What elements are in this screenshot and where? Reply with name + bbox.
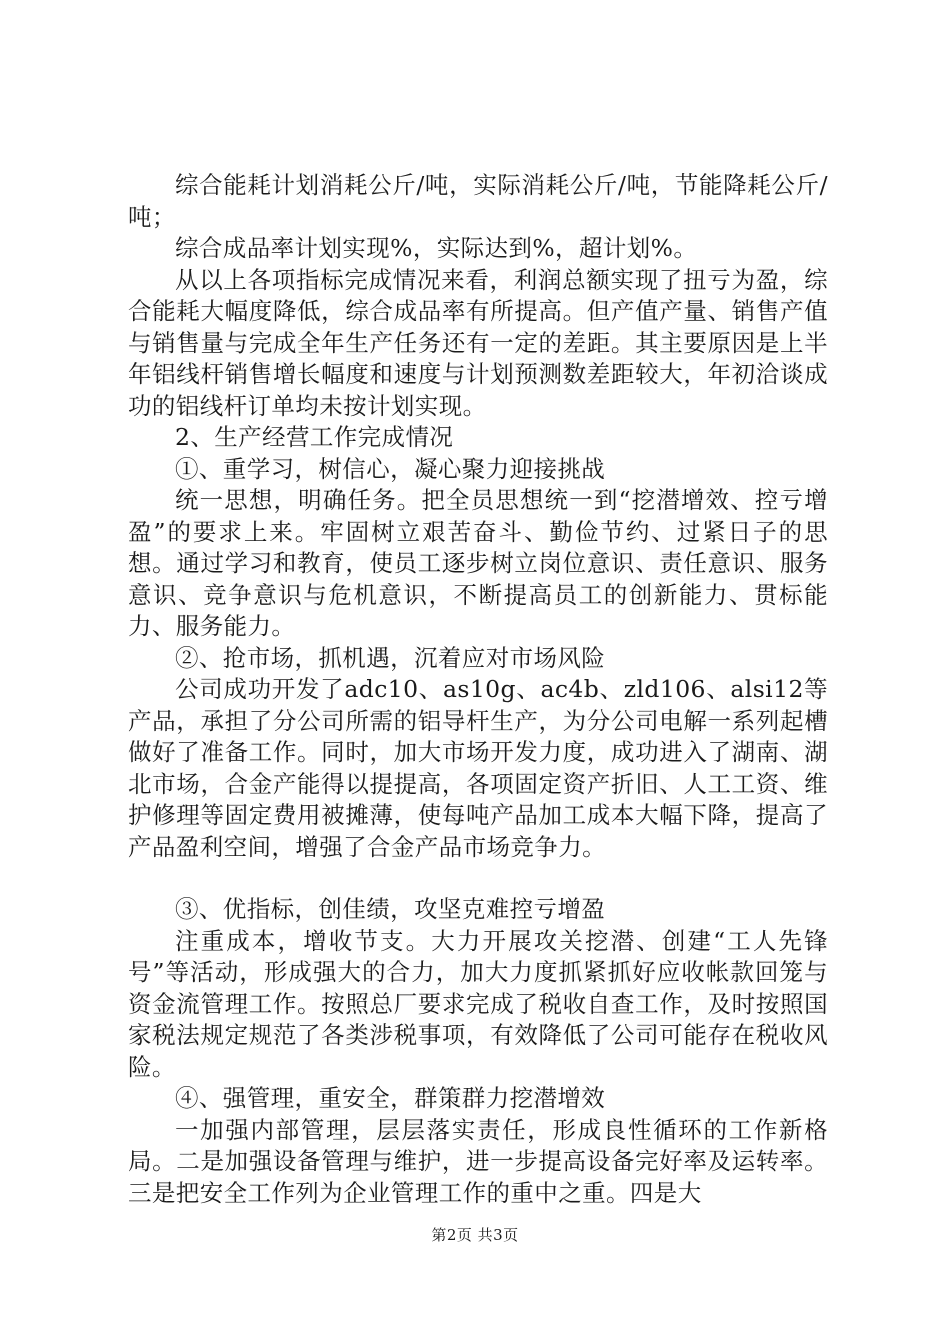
paragraph-market: 公司成功开发了adc10、as10g、ac4b、zld106、alsi12等产品，承担了分公司所需的铝导杆生产，为分公司电解一系列起槽做好了准备工作。同时，加大市场开发力度，成功进入了湖南、湖北市场，合金产能得以提提高，各项固定资产折旧、人工工资、维护修理等固定费用被摊薄，使每吨产品加工成本大幅下降，提高了产品盈利空间，增强了合金产品市场竞争力。	[128, 675, 828, 861]
paragraph-cost-control: 注重成本，增收节支。大力开展攻关挖潜、创建“工人先锋号”等活动，形成强大的合力，加大力度抓紧抓好应收帐款回笼与资金流管理工作。按照总厂要求完成了税收自查工作，及时按照国家税法规定规范了各类涉税事项，有效降低了公司可能存在税收风险。	[128, 926, 828, 1081]
subheading-market: ②、抢市场，抓机遇，沉着应对市场风险	[175, 643, 606, 672]
page-number-footer: 第2页 共3页	[431, 1226, 519, 1244]
paragraph-energy-consumption: 综合能耗计划消耗公斤/吨，实际消耗公斤/吨，节能降耗公斤/吨；	[128, 171, 828, 231]
document-body	[128, 170, 828, 1209]
section-heading-operations: 2、生产经营工作完成情况	[175, 423, 454, 451]
subheading-study: ①、重学习，树信心，凝心聚力迎接挑战	[175, 454, 606, 483]
paragraph-management: 一加强内部管理，层层落实责任，形成良性循环的工作新格局。二是加强设备管理与维护，进一步提高设备完好率及运转率。三是把安全工作列为企业管理工作的重中之重。四是大	[128, 1115, 828, 1207]
paragraph-yield-rate: 综合成品率计划实现%，实际达到%，超计划%。	[175, 234, 698, 262]
subheading-management: ④、强管理，重安全，群策群力挖潜增效	[175, 1084, 606, 1112]
paragraph-indicator-summary: 从以上各项指标完成情况来看，利润总额实现了扭亏为盈，综合能耗大幅度降低，综合成品率有所提高。但产值产量、销售产值与销售量与完成全年生产任务还有一定的差距。其主要原因是上半年铝线杆销售增长幅度和速度与计划预测数差距较大，年初洽谈成功的铝线杆订单均未按计划实现。	[128, 265, 828, 420]
paragraph-study: 统一思想，明确任务。把全员思想统一到“挖潜增效、控亏增盈”的要求上来。牢固树立艰苦奋斗、勤俭节约、过紧日子的思想。通过学习和教育，使员工逐步树立岗位意识、责任意识、服务意识、竞争意识与危机意识，不断提高员工的创新能力、贯标能力、服务能力。	[128, 486, 828, 640]
subheading-indicators: ③、优指标，创佳绩，攻坚克难控亏增盈	[175, 895, 606, 923]
